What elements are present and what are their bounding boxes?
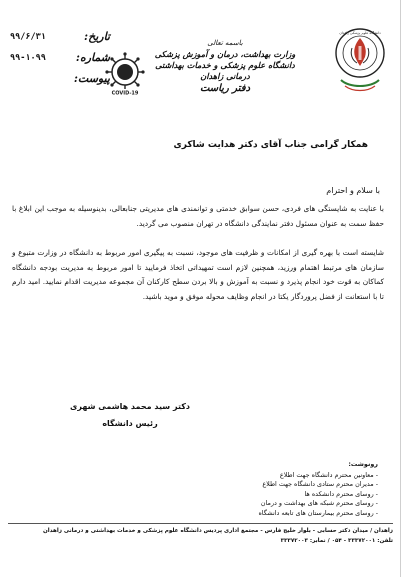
number-row (10, 51, 110, 72)
date-label: تاریخ: (84, 30, 110, 43)
letter-meta (10, 30, 110, 93)
letter-greeting: با سلام و احترام (326, 186, 380, 195)
date-row (10, 30, 110, 51)
signature-block (70, 398, 190, 432)
university-emblem-icon (331, 26, 389, 96)
letter-footer (8, 526, 393, 546)
covid-label: COVID-19 (111, 90, 139, 96)
cc-item: - روسای محترم شبکه های بهداشت و درمان (260, 499, 378, 508)
cc-item: - مدیران محترم ستادی دانشگاه جهت اطلاع (262, 480, 378, 489)
letter-paragraph-1: با عنایت به شایستگی های فردی، حسن سوابق خدمتی و توانمندی های مدیریتی جنابعالی، بدینوسیله به موجب این ابلاغ با حفظ سمت به عنوان مسئول دفتر نمایندگی دانشگاه در تهران منصوب می گردید. (12, 204, 384, 228)
letterhead-title (150, 38, 300, 94)
office-name: دفتر ریاست (199, 83, 251, 94)
signer-title: رئیس دانشگاه (102, 419, 158, 428)
university-name: دانشگاه علوم پزشکی و خدمات بهداشتی درمانی زاهدان (155, 60, 295, 81)
university-logo (331, 26, 389, 96)
cc-item: - روسای محترم دانشکده ها (304, 489, 378, 498)
signer-name: دکتر سید محمد هاشمی شهری (70, 402, 190, 411)
cc-item: - روسای محترم بیمارستان های تابعه دانشگاه (258, 508, 378, 517)
footer-divider (8, 523, 393, 524)
ministry-name: وزارت بهداشت، درمان و آموزش پزشکی (154, 49, 296, 59)
number-label: شماره: (75, 51, 110, 64)
cc-title: رونوشت: (348, 460, 378, 468)
attachment-label: پیوست: (73, 72, 110, 85)
letter-header (0, 0, 401, 112)
number-value: ۹۹-۱۰۹۹ (10, 53, 46, 63)
bismillah-text: باسمه تعالی (207, 39, 243, 47)
letter-recipient: همکار گرامی جناب آقای دکتر هدایت شاکری (173, 140, 368, 150)
letter-paragraph-2: شایسته است با بهره گیری از امکانات و ظرفیت های موجود، نسبت به پیگیری امور مربوط به دانشگاه در وزارت متبوع و سازمان های مرتبط اهتمام ورزید، همچنین لازم است تمهیداتی اتخاذ فرمایید تا امور مربوط به مدیریت بودجه دانشگاه کماکان به قوت خود انجام پذیرد و نسبت به آموزش و بالا بردن سطح کارکنان آن مجموعه مدیریت اقدام نمایید. امید دارم تا با استعانت از فضل پروردگار یکتا در انجام وظایف محوله موفق و موید باشید. (12, 248, 384, 301)
footer-contact: تلفن: ۳۳۳۷۲۰۰۱ - ۰۵۴ / نمابر: ۳۳۳۷۲۰۰۳ (280, 538, 393, 544)
attachment-row (10, 72, 110, 93)
cc-item: - معاونین محترم دانشگاه جهت اطلاع (279, 470, 378, 479)
cc-list (138, 460, 378, 519)
footer-address: زاهدان / میدان دکتر حسابی - بلوار خلیج فارس - مجتمع اداری پردیس دانشگاه علوم پزشکی و خدمات بهداشتی و درمانی زاهدان (43, 528, 393, 534)
logo-caption: دانشگاه علوم پزشکی زاهدان (339, 31, 381, 35)
date-value: ۹۹/۶/۳۱ (10, 32, 46, 42)
